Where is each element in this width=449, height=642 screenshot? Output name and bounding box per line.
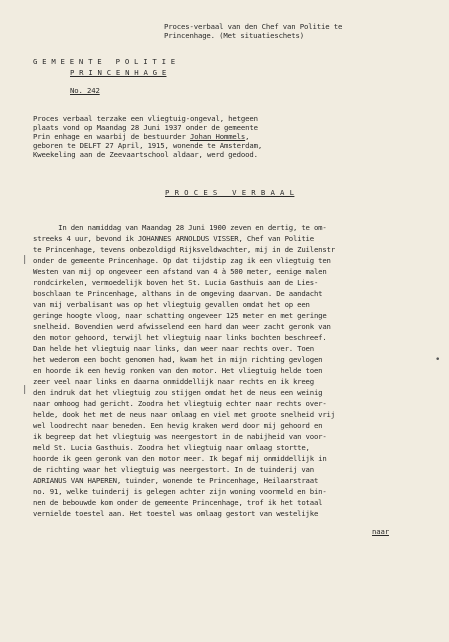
intro-line-4: geboren te DELFT 27 April, 1915, wonende te Amsterdam,	[33, 141, 263, 150]
body-line: wel loodrecht naar beneden. Een hevig kraken werd door mij gehoord en	[33, 421, 323, 430]
agency-name: G E M E E N T E P O L I T I E	[33, 57, 176, 66]
margin-mark: |	[22, 385, 28, 395]
body-line: het wederom een bocht genomen had, kwam het in mijn richting gevlogen	[33, 355, 323, 364]
agency-place: P R I N C E N H A G E	[70, 68, 167, 77]
document-title: P R O C E S V E R B A A L	[165, 188, 295, 197]
body-line: vernielde toestel aan. Het toestel was omlaag gestort van westelijke	[33, 509, 319, 518]
body-line: Westen van mij op ongeveer een afstand van 4 à 500 meter, eenige malen	[33, 267, 327, 276]
intro-line-1: Proces verbaal terzake een vliegtuig-ongeval, hetgeen	[33, 114, 258, 123]
body-line: Dan helde het vliegtuig naar links, dan weer naar rechts over. Toen	[33, 344, 314, 353]
body-line: ADRIANUS VAN HAPEREN, tuinder, wonende te Princenhage, Heilaarstraat	[33, 476, 319, 485]
intro-line-3-comma: ,	[245, 132, 250, 141]
intro-line-3	[33, 132, 249, 141]
body-line: In den namiddag van Maandag 28 Juni 1900 zeven en dertig, te om-	[33, 223, 327, 232]
intro-line-5: Kweekeling aan de Zeevaartschool aldaar, werd gedood.	[33, 150, 258, 159]
body-line: geringe hoogte vloog, naar schatting ongeveer 125 meter en met geringe	[33, 311, 327, 320]
body-line: ik begreep dat het vliegtuig was neergestort in de nabijheid van voor-	[33, 432, 327, 441]
body-line: den indruk dat het vliegtuig zou stijgen omdat het de neus een weinig	[33, 388, 323, 397]
body-line: te Princenhage, tevens onbezoldigd Rijksveldwachter, mij in de Zuilenstr	[33, 245, 335, 254]
margin-mark: |	[22, 255, 28, 265]
continuation-word: naar	[372, 527, 389, 536]
body-line: onder de gemeente Princenhage. Op dat tijdstip zag ik een vliegtuig ten	[33, 256, 331, 265]
body-line: meld St. Lucia Gasthuis. Zoodra het vliegtuig naar omlaag stortte,	[33, 443, 310, 452]
header-note-line-2: Princenhage. (Met situatieschets)	[164, 31, 305, 40]
body-line: hoorde ik geen geronk van den motor meer. Ik begaf mij onmiddellijk in	[33, 454, 327, 463]
body-line: den motor gehoord, terwijl het vliegtuig naar links bochten beschreef.	[33, 333, 327, 342]
body-line: naar omhoog had gericht. Zoodra het vliegtuig echter naar rechts over-	[33, 399, 327, 408]
body-line: streeks 4 uur, bevond ik JOHANNES ARNOLDUS VISSER, Chef van Politie	[33, 234, 314, 243]
body-line: van mij verbalisant was op het vliegtuig gevallen omdat het op een	[33, 300, 310, 309]
body-line: snelheid. Bovendien werd afwisselend een hard dan weer zacht geronk van	[33, 322, 331, 331]
intro-line-3-text: Prin enhage en waarbij de bestuurder	[33, 132, 190, 141]
body-line: zeer veel naar links en daarna onmiddellijk naar rechts en ik kreeg	[33, 377, 314, 386]
header-note-line-1: Proces-verbaal van den Chef van Politie te	[164, 22, 343, 31]
document-number: No. 242	[70, 86, 100, 95]
body-line: no. 91, welke tuinderij is gelegen achter zijn woning voormeld en bin-	[33, 487, 327, 496]
body-line: en hoorde ik een hevig ronken van den motor. Het vliegtuig helde toen	[33, 366, 323, 375]
body-line: boschlaan te Princenhage, althans in de omgeving daarvan. De aandacht	[33, 289, 323, 298]
body-line: helde, dook het met de neus naar omlaag en viel met groote snelheid vrij	[33, 410, 335, 419]
body-line: nen de bebouwde kom onder de gemeente Princenhage, trof ik het totaal	[33, 498, 323, 507]
body-line: de richting waar het vliegtuig was neergestort. In de tuinderij van	[33, 465, 314, 474]
victim-name: Johan Hommels	[190, 132, 246, 141]
intro-line-2: plaats vond op Maandag 28 Juni 1937 onder de gemeente	[33, 123, 258, 132]
body-line: rondcirkelen, vermoedelijk boven het St. Lucia Gasthuis aan de Lies-	[33, 278, 319, 287]
margin-mark: •	[435, 355, 441, 365]
